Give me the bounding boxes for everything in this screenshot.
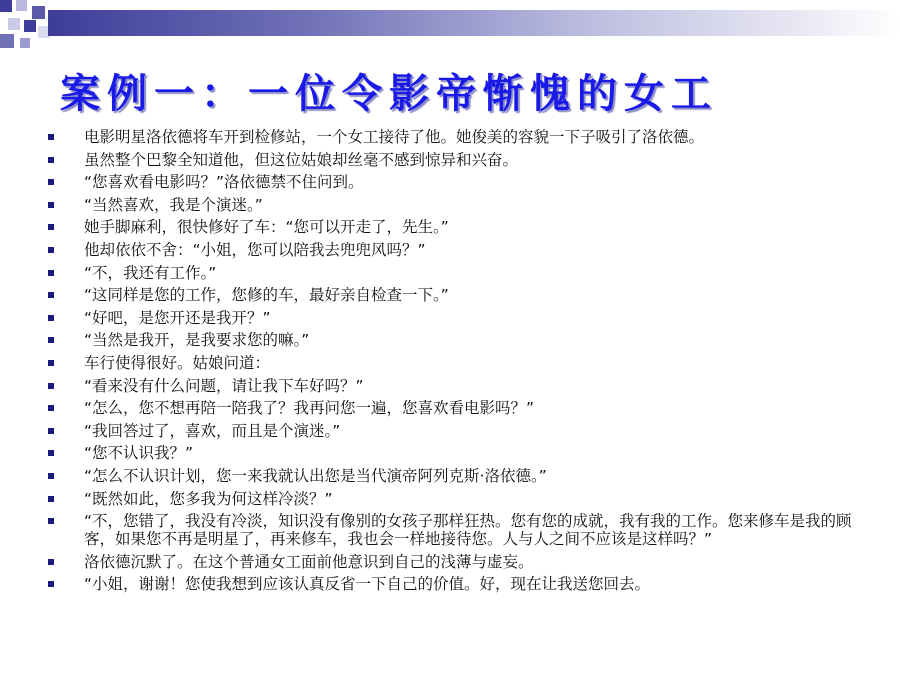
square-bullet-icon [48,559,54,565]
square-bullet-icon [48,428,54,434]
paragraph-text: “看来没有什么问题，请让我下车好吗？” [84,376,364,395]
corner-square [20,38,30,48]
square-bullet-icon [48,473,54,479]
list-item [48,128,873,146]
paragraph-text: “这同样是您的工作，您修的车，最好亲自检查一下。” [84,286,449,305]
square-bullet-icon [48,581,54,587]
square-bullet-icon [48,496,54,502]
paragraph-text: 电影明星洛依德将车开到检修站，一个女工接待了他。她俊美的容貌一下子吸引了洛依德。 [84,128,705,146]
paragraph-text: “不，我还有工作。” [84,263,217,282]
list-item [48,490,873,508]
paragraph-text: “您不认识我？” [84,444,194,463]
paragraph-text: “当然是我开，是我要求您的嘛。” [84,331,310,350]
header-gradient-band [48,10,900,36]
square-bullet-icon [48,157,54,163]
list-item [48,422,873,440]
paragraph-text: “小姐，谢谢！您使我想到应该认真反省一下自己的价值。好，现在让我送您回去。 [84,575,651,594]
square-bullet-icon [48,383,54,389]
square-bullet-icon [48,224,54,230]
list-item [48,354,873,372]
list-item [48,399,873,417]
paragraph-text: 车行使得很好。姑娘问道： [84,353,271,372]
square-bullet-icon [48,202,54,208]
square-bullet-icon [48,405,54,411]
paragraph-text: “怎么不认识计划，您一来我就认出您是当代演帝阿列克斯·洛依德。” [84,466,547,485]
square-bullet-icon [48,292,54,298]
list-item [48,377,873,395]
square-bullet-icon [48,518,54,524]
square-bullet-icon [48,270,54,276]
corner-square [32,6,45,19]
square-bullet-icon [48,360,54,366]
paragraph-text: “您喜欢看电影吗？”洛依德禁不住问到。 [84,173,364,192]
slide-title: 案例一：一位令影帝惭愧的女工 [60,70,718,117]
list-item [48,218,873,236]
paragraph-text: “既然如此，您多我为何这样冷淡？” [84,489,333,508]
list-item [48,196,873,214]
list-item [48,553,873,571]
list-item [48,286,873,304]
square-bullet-icon [48,337,54,343]
square-bullet-icon [48,315,54,321]
list-item [48,575,873,593]
paragraph-text: “不，您错了，我没有冷淡，知识没有像别的女孩子那样狂热。您有您的成就，我有我的工作。您来修车是我的顾客，如果您不再是明星了，再来修车，我也会一样地接待您。人与人之间不应该是这样吗？” [84,512,852,549]
square-bullet-icon [48,179,54,185]
paragraph-text: 虽然整个巴黎全知道他，但这位姑娘却丝毫不感到惊异和兴奋。 [84,150,519,169]
paragraph-text: 洛依德沉默了。在这个普通女工面前他意识到自己的浅薄与虚妄。 [84,552,534,571]
square-bullet-icon [48,247,54,253]
corner-square [8,18,20,30]
list-item [48,467,873,485]
corner-square [0,34,14,48]
list-item [48,264,873,282]
square-bullet-icon [48,134,54,140]
paragraph-text: 他却依依不舍：“小姐，您可以陪我去兜兜风吗？” [84,240,426,259]
paragraph-text: “好吧，是您开还是我开？” [84,308,271,327]
paragraph-text: “我回答过了，喜欢，而且是个演迷。” [84,421,341,440]
list-item [48,309,873,327]
list-item [48,444,873,462]
list-item [48,512,873,548]
corner-square [24,20,36,32]
corner-square [16,0,27,11]
corner-square [0,0,12,12]
list-item [48,331,873,349]
list-item [48,173,873,191]
bullet-list [48,128,873,598]
square-bullet-icon [48,450,54,456]
paragraph-text: “当然喜欢，我是个演迷。” [84,195,263,214]
paragraph-text: “怎么，您不想再陪一陪我了？我再问您一遍，您喜欢看电影吗？” [84,399,535,418]
list-item [48,151,873,169]
list-item [48,241,873,259]
paragraph-text: 她手脚麻利，很快修好了车：“您可以开走了，先生。” [84,218,449,237]
